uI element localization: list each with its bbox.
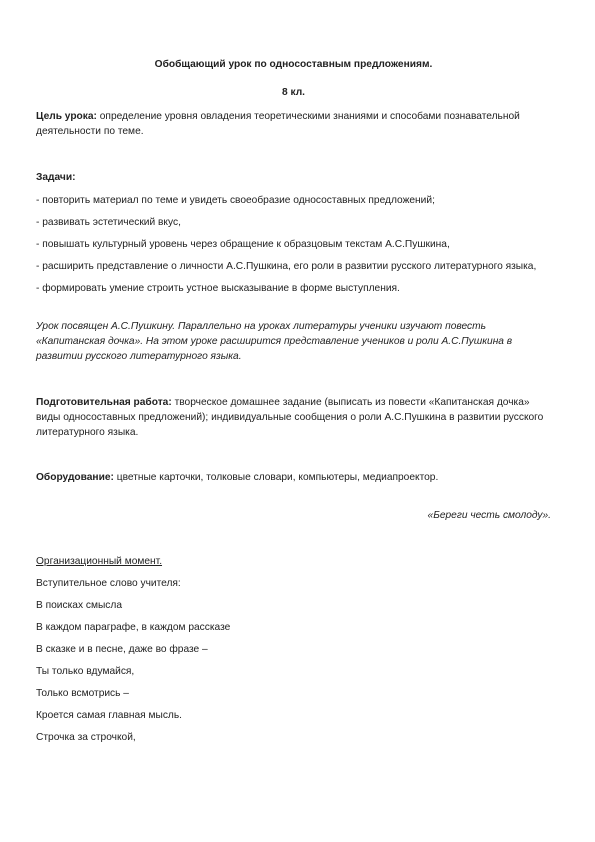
- goal-text: определение уровня овладения теоретическими знаниями и способами познавательной деятельности по теме.: [36, 111, 520, 137]
- prep-label: Подготовительная работа:: [36, 397, 172, 408]
- poem-line: Только всмотрись –: [36, 688, 129, 699]
- poem-line: Строчка за строчкой,: [36, 732, 136, 743]
- task-item: - расширить представление о личности А.С.Пушкина, его роли в развитии русского литературного языка,: [36, 261, 537, 272]
- poem-line: В поисках смысла: [36, 600, 122, 611]
- equipment: [36, 470, 551, 485]
- tasks-heading: Задачи:: [36, 172, 76, 183]
- poem-line: В сказке и в песне, даже во фразе –: [36, 644, 208, 655]
- lesson-intro: Урок посвящен А.С.Пушкину. Параллельно на уроках литературы ученики изучают повесть «Капитанская дочка». На этом уроке расширится представление учеников и роли А.С.Пушкина в развитии русского литературного языка.: [36, 321, 513, 362]
- lesson-title: Обобщающий урок по односоставным предложениям.: [154, 59, 433, 70]
- org-moment-heading: Организационный момент.: [36, 556, 163, 567]
- poem-line: Кроется самая главная мысль.: [36, 710, 183, 721]
- goal-label: Цель урока:: [36, 111, 97, 122]
- prep-text: творческое домашнее задание (выписать из повести «Капитанская дочка» виды односоставных предложений); индивидуальные сообщения о роли А.С.Пушкина в развитии русского литературного языка.: [36, 397, 544, 438]
- epigraph: «Береги честь смолоду».: [427, 510, 551, 521]
- teacher-intro: Вступительное слово учителя:: [36, 578, 181, 589]
- preparatory-work: [36, 395, 551, 440]
- task-item: - повторить материал по теме и увидеть своеобразие односоставных предложений;: [36, 195, 435, 206]
- task-item: - формировать умение строить устное высказывание в форме выступления.: [36, 283, 400, 294]
- poem-line: В каждом параграфе, в каждом рассказе: [36, 622, 231, 633]
- grade-label: 8 кл.: [281, 87, 306, 98]
- equipment-label: Оборудование:: [36, 472, 114, 483]
- task-item: - развивать эстетический вкус,: [36, 217, 181, 228]
- poem-line: Ты только вдумайся,: [36, 666, 135, 677]
- lesson-goal: [36, 109, 551, 139]
- equipment-text: цветные карточки, толковые словари, компьютеры, медиапроектор.: [113, 472, 439, 483]
- task-item: - повышать культурный уровень через обращение к образцовым текстам А.С.Пушкина,: [36, 239, 450, 250]
